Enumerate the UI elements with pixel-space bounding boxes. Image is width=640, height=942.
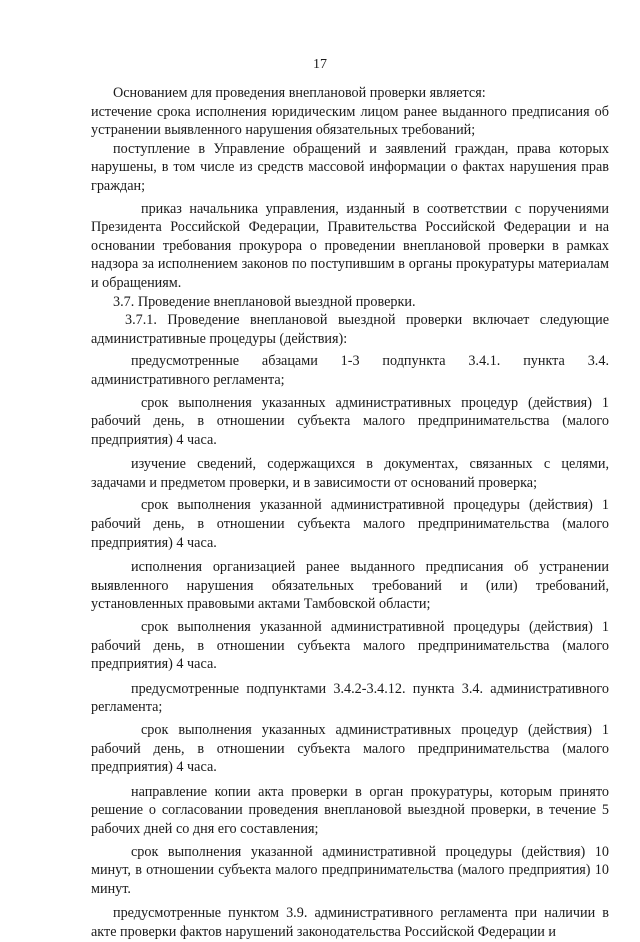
paragraph: срок выполнения указанных административных процедур (действия) 1 рабочий день, в отношении субъекта малого предпринимательства (малого предприятия) 4 часа. — [91, 394, 609, 448]
paragraph: предусмотренные пунктом 3.9. административного регламента при наличии в акте проверки фактов нарушений законодательства Российской Федерации и — [91, 905, 609, 940]
page-number: 17 — [313, 57, 327, 72]
paragraph: срок выполнения указанной административной процедуры (действия) 1 рабочий день, в отношении субъекта малого предпринимательства (малого предприятия) 4 часа. — [91, 497, 609, 551]
paragraph: срок выполнения указанных административных процедур (действия) 1 рабочий день, в отношении субъекта малого предпринимательства (малого предприятия) 4 часа. — [91, 722, 609, 776]
paragraph: срок выполнения указанной административной процедуры (действия) 10 минут, в отношении субъекта малого предпринимательства (малого предприятия) 10 минут. — [91, 843, 609, 897]
paragraph: исполнения организацией ранее выданного предписания об устранении выявленного нарушения обязательных требований и (или) требований, установленных правовыми актами Тамбовской области; — [91, 559, 609, 613]
paragraph: предусмотренные абзацами 1-3 подпункта 3.4.1. пункта 3.4. административного регламента; — [91, 353, 609, 388]
section-heading: 3.7. Проведение внеплановой выездной проверки. — [113, 293, 416, 310]
paragraph: направление копии акта проверки в орган прокуратуры, которым принято решение о согласовании проведения внеплановой выездной проверки, в течение 5 рабочих дней со дня его составления; — [91, 783, 609, 837]
paragraph: приказ начальника управления, изданный в соответствии с поручениями Президента Российской Федерации, Правительства Российской Федерации и на основании требования прокурора о проведении внеплановой проверки в рамках надзора за исполнением законов по поступившим в органы прокуратуры материалам и обращениям. — [91, 200, 609, 291]
paragraph: истечение срока исполнения юридическим лицом ранее выданного предписания об устранении выявленного нарушения обязательных требований; — [91, 103, 609, 139]
paragraph: изучение сведений, содержащихся в документах, связанных с целями, задачами и предметом проверки, и в зависимости от оснований проверка; — [91, 456, 609, 491]
paragraph: 3.7.1. Проведение внеплановой выездной проверки включает следующие административные процедуры (действия): — [91, 312, 609, 347]
document-body — [91, 84, 609, 942]
paragraph: поступление в Управление обращений и заявлений граждан, права которых нарушены, в том числе из средств массовой информации о фактах нарушения прав граждан; — [91, 140, 609, 194]
paragraph: предусмотренные подпунктами 3.4.2-3.4.12. пункта 3.4. административного регламента; — [91, 680, 609, 716]
paragraph: Основанием для проведения внеплановой проверки является: — [113, 85, 486, 101]
paragraph: срок выполнения указанной административной процедуры (действия) 1 рабочий день, в отношении субъекта малого предпринимательства (малого предприятия) 4 часа. — [91, 619, 609, 673]
